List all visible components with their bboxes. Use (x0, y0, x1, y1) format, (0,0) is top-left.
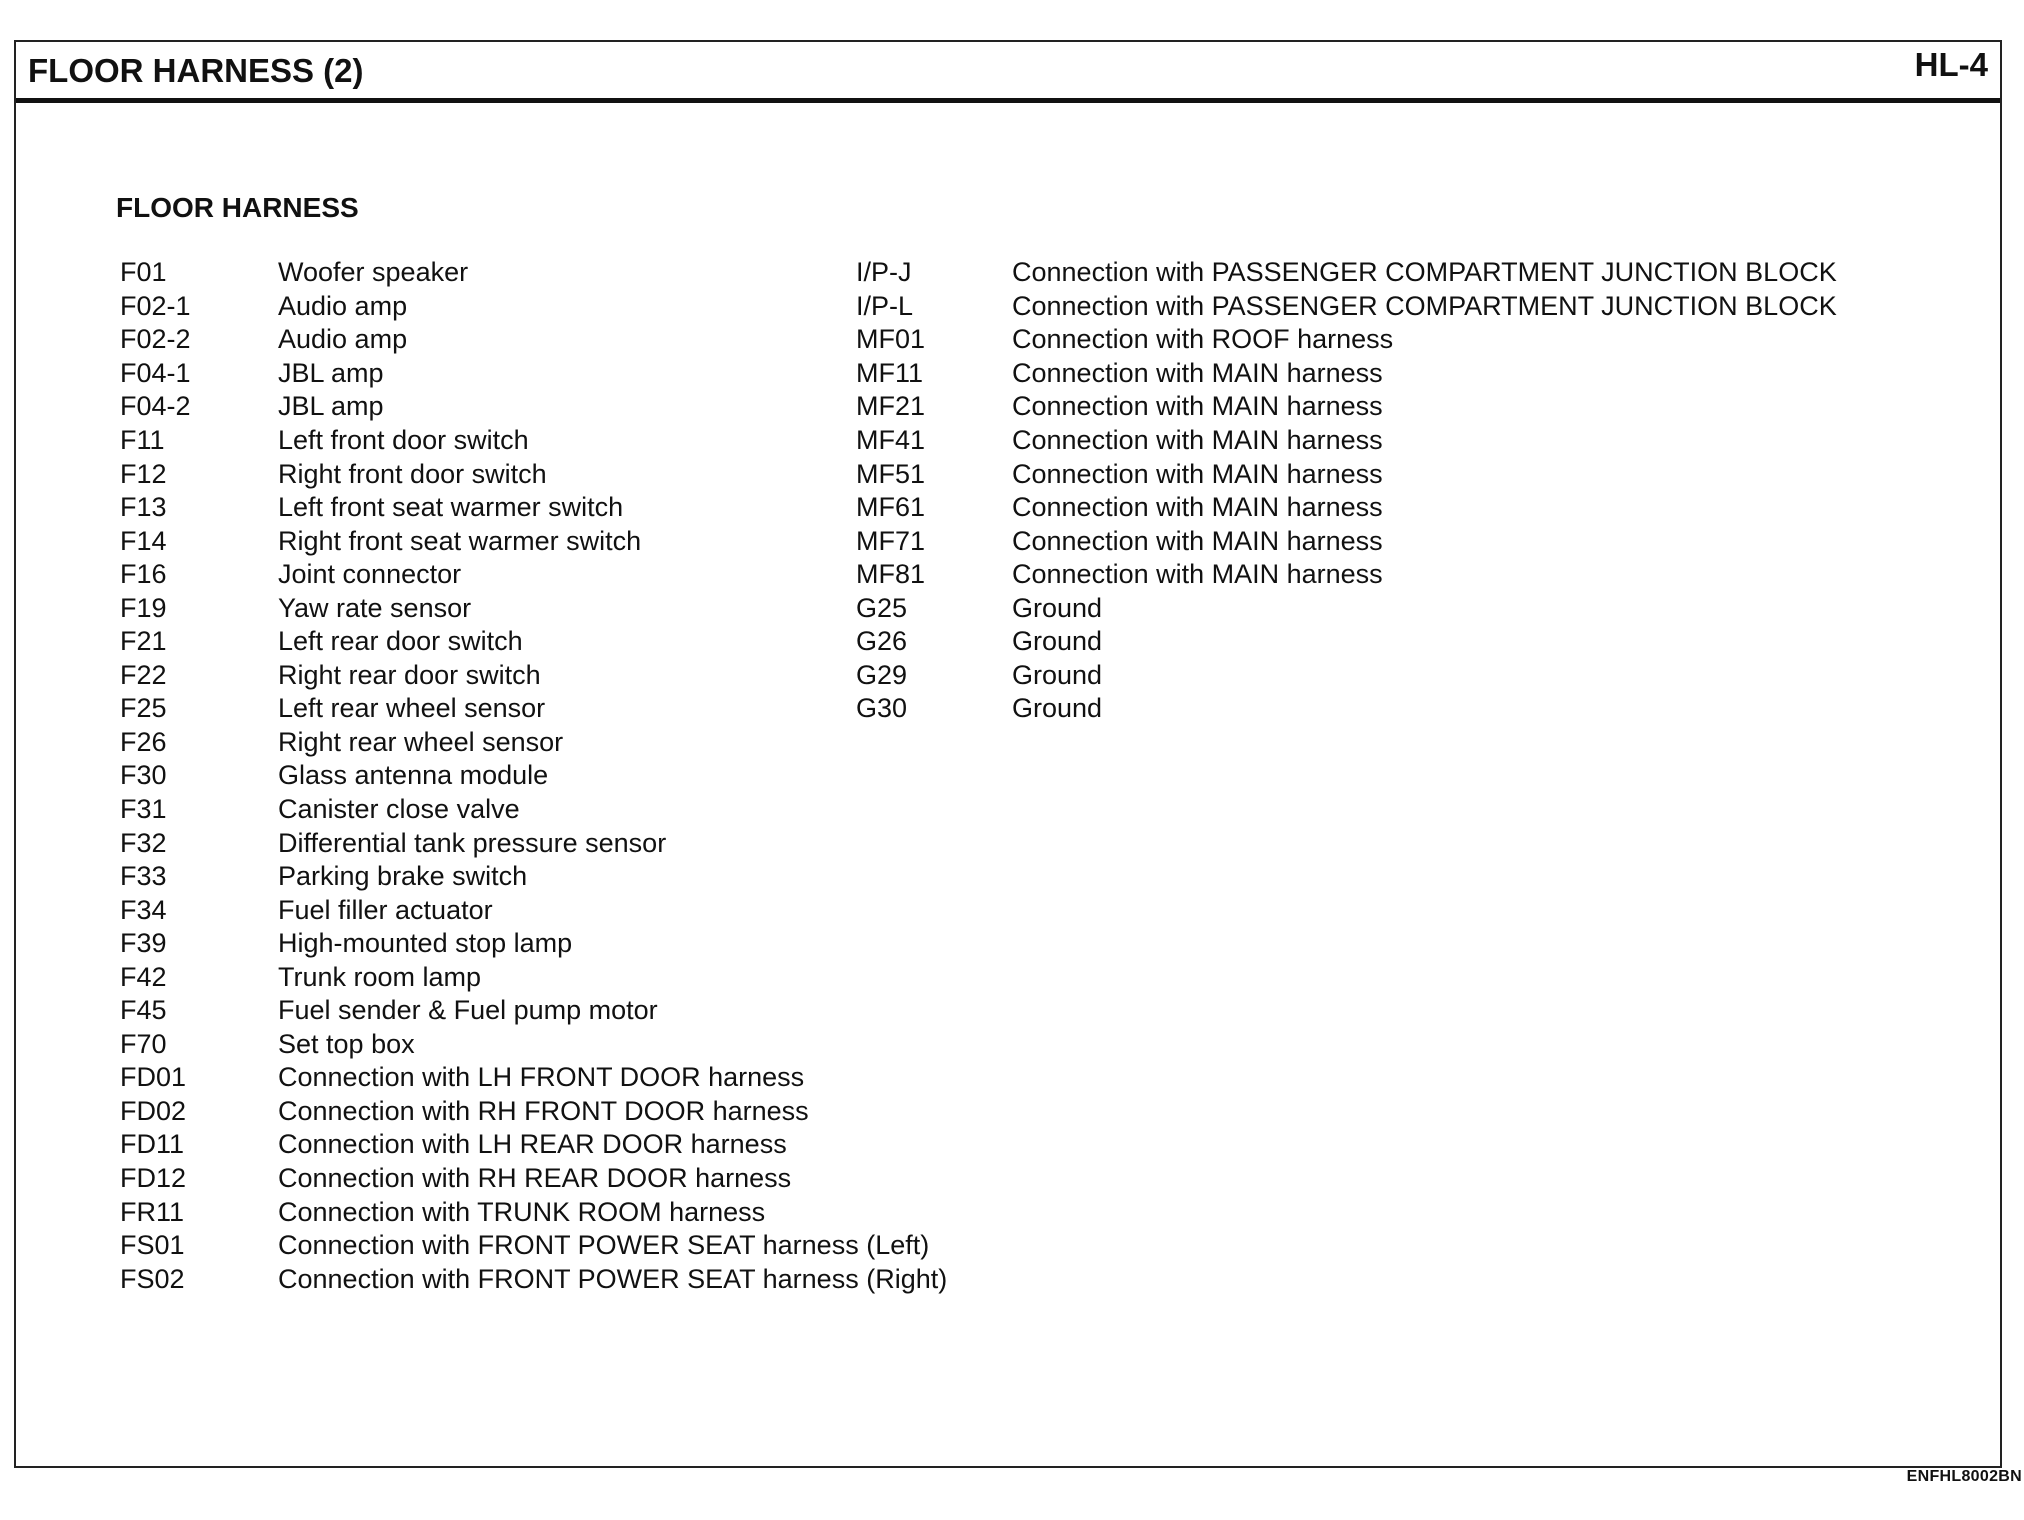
connector-code: F25 (120, 693, 167, 724)
connector-description: Left rear wheel sensor (278, 693, 546, 724)
connector-description: Audio amp (278, 290, 408, 321)
connector-description: Connection with FRONT POWER SEAT harness (Right) (278, 1263, 948, 1294)
connector-code: MF11 (856, 357, 924, 388)
connector-code: MF51 (856, 458, 926, 489)
connector-code: FR11 (120, 1196, 185, 1227)
connector-description: Ground (1012, 626, 1103, 657)
connector-description: Connection with MAIN harness (1012, 525, 1383, 556)
connector-entry (856, 357, 1837, 391)
connector-entry (120, 457, 947, 491)
connector-entry (856, 323, 1837, 357)
connector-description: Joint connector (278, 559, 462, 590)
connector-entry (120, 1028, 947, 1062)
connector-entry (120, 1128, 947, 1162)
connector-description: Fuel filler actuator (278, 894, 493, 925)
connector-description: Connection with MAIN harness (1012, 492, 1383, 523)
connector-code: F42 (120, 961, 167, 992)
connector-description: Connection with PASSENGER COMPARTMENT JUNCTION BLOCK (1012, 290, 1837, 321)
connector-entry (120, 1195, 947, 1229)
connector-code: F12 (120, 458, 167, 489)
connector-description: Right front door switch (278, 458, 547, 489)
connector-description: Connection with MAIN harness (1012, 391, 1383, 422)
connector-description: Audio amp (278, 324, 408, 355)
connector-code: F02-1 (120, 290, 191, 321)
connector-code: I/P-L (856, 290, 914, 321)
connector-description: Right front seat warmer switch (278, 525, 642, 556)
connector-entry (120, 826, 947, 860)
connector-code: MF81 (856, 559, 926, 590)
connector-code: FS02 (120, 1263, 185, 1294)
connector-entry (120, 893, 947, 927)
connector-code: F70 (120, 1028, 167, 1059)
connector-entry (856, 659, 1837, 693)
connector-description: Connection with LH FRONT DOOR harness (278, 1062, 805, 1093)
connector-code: F26 (120, 726, 167, 757)
connector-description: Connection with RH FRONT DOOR harness (278, 1095, 809, 1126)
connector-description: JBL amp (278, 391, 384, 422)
connector-description: Right rear door switch (278, 659, 541, 690)
connector-code: F45 (120, 995, 167, 1026)
connector-description: Left front door switch (278, 425, 529, 455)
connector-entry (120, 290, 947, 324)
connector-description: Connection with MAIN harness (1012, 559, 1383, 590)
connector-entry (120, 323, 947, 357)
connector-entry (120, 726, 947, 760)
connector-code: F34 (120, 894, 167, 925)
connector-entry (120, 424, 947, 458)
header-bar (16, 42, 2000, 103)
connector-entry (120, 860, 947, 894)
connector-entry (856, 256, 1837, 290)
connector-description: High-mounted stop lamp (278, 928, 573, 959)
connector-entry (856, 424, 1837, 458)
connector-entry (120, 390, 947, 424)
connector-description: Connection with TRUNK ROOM harness (278, 1196, 766, 1227)
connector-entry (120, 1095, 947, 1129)
connector-description: JBL amp (278, 357, 384, 388)
connector-entry (120, 659, 947, 693)
connector-entry (120, 558, 947, 592)
connector-code: F32 (120, 827, 167, 858)
connector-code: F04-2 (120, 391, 191, 422)
connector-code: F31 (120, 794, 167, 825)
connector-code: F39 (120, 928, 167, 959)
connector-description: Trunk room lamp (278, 961, 482, 992)
connector-list-left (120, 256, 947, 1296)
document-id: ENFHL8002BN (1906, 1468, 2022, 1485)
connector-entry (120, 927, 947, 961)
connector-entry (856, 457, 1837, 491)
connector-code: F13 (120, 492, 167, 523)
connector-code: G29 (856, 659, 908, 690)
connector-description: Connection with PASSENGER COMPARTMENT JUNCTION BLOCK (1012, 257, 1837, 288)
connector-code: MF41 (856, 425, 926, 455)
connector-entry (120, 793, 947, 827)
connector-description: Parking brake switch (278, 861, 528, 892)
connector-code: G25 (856, 592, 908, 623)
connector-code: MF61 (856, 492, 926, 523)
connector-code: F04-1 (120, 357, 191, 388)
page-code: HL-4 (1914, 46, 1988, 83)
connector-code: MF71 (856, 525, 926, 556)
connector-entry (856, 692, 1837, 726)
connector-code: MF21 (856, 391, 926, 422)
connector-code: F22 (120, 659, 167, 690)
connector-list-right (856, 256, 1837, 726)
connector-description: Glass antenna module (278, 760, 549, 791)
connector-entry (120, 1229, 947, 1263)
connector-code: G26 (856, 626, 908, 657)
connector-description: Set top box (278, 1028, 415, 1059)
connector-entry (856, 591, 1837, 625)
connector-code: FD02 (120, 1095, 187, 1126)
connector-code: F33 (120, 861, 167, 892)
connector-code: F30 (120, 760, 167, 791)
connector-description: Connection with RH REAR DOOR harness (278, 1163, 792, 1194)
connector-description: Right rear wheel sensor (278, 726, 564, 757)
connector-code: G30 (856, 693, 908, 724)
connector-code: FS01 (120, 1230, 185, 1261)
connector-entry (856, 290, 1837, 324)
connector-code: FD11 (120, 1129, 185, 1160)
connector-entry (120, 591, 947, 625)
connector-description: Connection with MAIN harness (1012, 425, 1383, 455)
connector-description: Left rear door switch (278, 626, 523, 657)
connector-code: F14 (120, 525, 167, 556)
section-heading: FLOOR HARNESS (116, 192, 359, 223)
connector-description: Ground (1012, 659, 1103, 690)
connector-code: F11 (120, 425, 165, 455)
connector-entry (120, 692, 947, 726)
connector-description: Ground (1012, 592, 1103, 623)
connector-entry (856, 625, 1837, 659)
connector-entry (120, 1061, 947, 1095)
connector-entry (120, 960, 947, 994)
connector-code: F21 (120, 626, 167, 657)
connector-entry (120, 759, 947, 793)
connector-code: FD01 (120, 1062, 187, 1093)
connector-entry (856, 491, 1837, 525)
connector-entry (856, 390, 1837, 424)
page-title: FLOOR HARNESS (2) (28, 52, 364, 89)
connector-description: Yaw rate sensor (278, 592, 472, 623)
connector-entry (120, 625, 947, 659)
connector-description: Ground (1012, 693, 1103, 724)
connector-entry (120, 491, 947, 525)
connector-description: Woofer speaker (278, 257, 469, 288)
connector-description: Connection with LH REAR DOOR harness (278, 1129, 787, 1160)
connector-code: F01 (120, 257, 167, 288)
connector-entry (120, 1162, 947, 1196)
connector-entry (856, 558, 1837, 592)
connector-code: F19 (120, 592, 167, 623)
connector-entry (120, 524, 947, 558)
connector-code: F16 (120, 559, 167, 590)
connector-code: I/P-J (856, 257, 912, 288)
connector-description: Connection with ROOF harness (1012, 324, 1394, 355)
connector-description: Connection with MAIN harness (1012, 458, 1383, 489)
connector-description: Connection with FRONT POWER SEAT harness (Left) (278, 1230, 930, 1261)
connector-entry (120, 256, 947, 290)
connector-entry (120, 994, 947, 1028)
connector-entry (856, 524, 1837, 558)
connector-description: Differential tank pressure sensor (278, 827, 667, 858)
connector-description: Connection with MAIN harness (1012, 357, 1383, 388)
connector-description: Canister close valve (278, 794, 520, 825)
connector-code: FD12 (120, 1163, 187, 1194)
connector-description: Left front seat warmer switch (278, 492, 624, 523)
connector-entry (120, 1262, 947, 1296)
connector-code: F02-2 (120, 324, 191, 355)
connector-entry (120, 357, 947, 391)
connector-description: Fuel sender & Fuel pump motor (278, 995, 658, 1026)
connector-code: MF01 (856, 324, 926, 355)
